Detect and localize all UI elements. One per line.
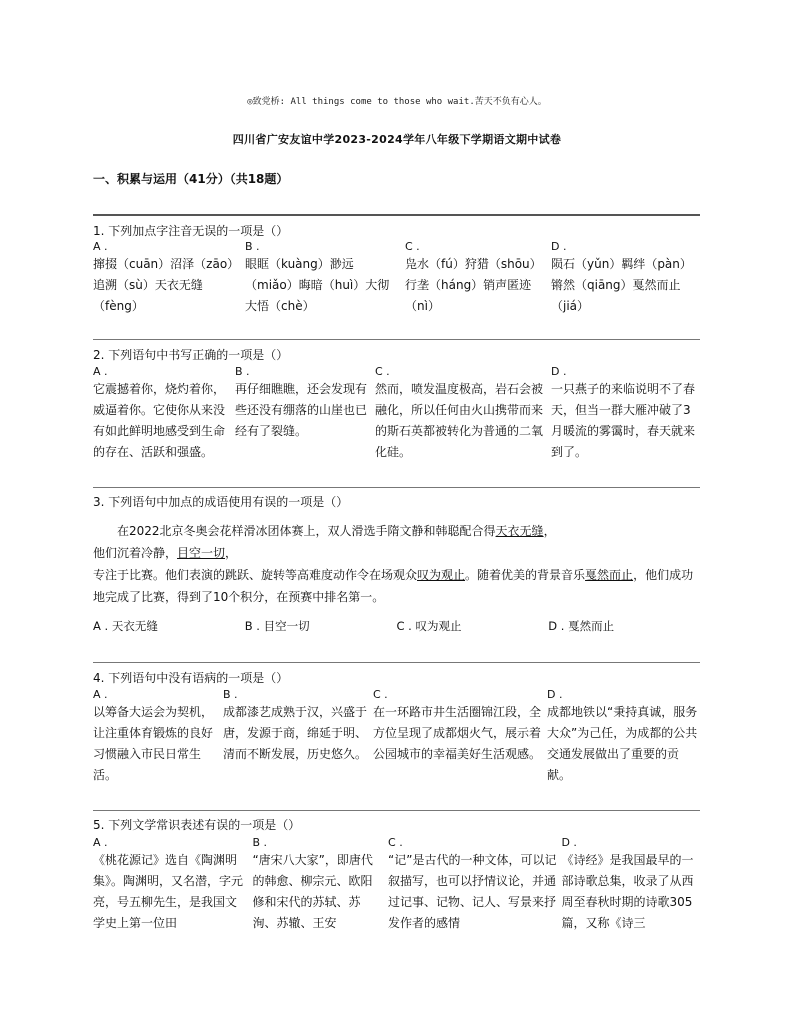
option-text: 撺掇（cuān）沼泽（zāo）追溯（sù）天衣无缝（fèng） bbox=[93, 257, 240, 313]
question-2-options bbox=[93, 365, 703, 463]
passage-text: 在2022北京冬奥会花样滑冰团体赛上，双人滑选手隋文静和韩聪配合得 bbox=[117, 524, 496, 538]
option-letter: A . bbox=[93, 619, 109, 633]
idiom-underlined: 叹为观止 bbox=[417, 568, 466, 582]
divider bbox=[93, 339, 700, 340]
passage-line bbox=[93, 542, 705, 564]
option-letter: C . bbox=[375, 365, 390, 378]
option-text: 然而，喷发温度极高，岩石会被融化，所以任何由火山携带而来的斯石英都被转化为普通的二氧化硅。 bbox=[375, 382, 544, 459]
option-text: 它震撼着你，烧灼着你，威逼着你。它使你从来没有如此鲜明地感受到生命的存在、活跃和强盛。 bbox=[93, 382, 226, 459]
option-a[interactable] bbox=[93, 618, 245, 634]
option-letter: B . bbox=[244, 619, 260, 633]
question-2-stem: 2. 下列语句中书写正确的一项是（） bbox=[93, 348, 289, 362]
option-letter: C . bbox=[405, 240, 420, 253]
option-a[interactable] bbox=[93, 688, 223, 786]
option-letter: C . bbox=[373, 688, 388, 701]
option-text: “唐宋八大家”，即唐代的韩愈、柳宗元、欧阳修和宋代的苏轼、苏洵、苏辙、王安 bbox=[252, 853, 373, 930]
question-3-options bbox=[93, 618, 700, 634]
option-d[interactable] bbox=[547, 688, 703, 786]
option-letter: A . bbox=[93, 240, 108, 253]
passage-text: 专注于比赛。他们表演的跳跃、旋转等高难度动作令在场观众 bbox=[93, 568, 418, 582]
option-text: 在一环路市井生活圈锦江段，全方位呈现了成都烟火气，展示着公园城市的幸福美好生活观感。 bbox=[373, 705, 542, 761]
option-d[interactable] bbox=[561, 836, 703, 932]
option-a[interactable] bbox=[93, 836, 252, 932]
option-text: 叹为观止 bbox=[415, 619, 462, 633]
passage-line bbox=[93, 520, 705, 542]
option-text: 凫水（fú）狩猎（shōu）行垄（háng）销声匿迹（nì） bbox=[405, 257, 542, 313]
divider bbox=[93, 662, 700, 663]
question-5-options bbox=[93, 836, 703, 932]
question-4-stem: 4. 下列语句中没有语病的一项是（） bbox=[93, 671, 289, 685]
option-d[interactable] bbox=[551, 365, 703, 463]
option-text: 再仔细瞧瞧，还会发现有些还没有绷落的山崖也已经有了裂缝。 bbox=[235, 382, 368, 438]
option-b[interactable] bbox=[235, 365, 375, 463]
option-letter: C . bbox=[396, 619, 412, 633]
option-text: “记”是古代的一种文体，可以记叙描写，也可以抒情议论，并通过记事、记物、记人、写景来抒发作者的感情 bbox=[388, 853, 557, 930]
option-letter: D . bbox=[561, 836, 577, 849]
divider bbox=[93, 487, 700, 488]
option-c[interactable] bbox=[405, 240, 551, 317]
option-a[interactable] bbox=[93, 240, 245, 317]
divider bbox=[93, 214, 700, 216]
option-letter: D . bbox=[547, 688, 563, 701]
passage-text: 他们沉着冷静， bbox=[93, 546, 178, 560]
option-text: 陨石（yǔn）羁绊（pàn）锵然（qiāng）戛然而止（jiá） bbox=[551, 257, 692, 313]
option-b[interactable] bbox=[245, 618, 397, 634]
option-text: 天衣无缝 bbox=[111, 619, 158, 633]
option-text: 成都地铁以“秉持真诚，服务大众”为己任，为成都的公共交通发展做出了重要的贡献。 bbox=[547, 705, 698, 782]
idiom-underlined: 天衣无缝 bbox=[495, 524, 544, 538]
passage-line bbox=[93, 564, 705, 608]
question-3-passage bbox=[93, 520, 705, 608]
question-4-options bbox=[93, 688, 703, 786]
option-letter: B . bbox=[252, 836, 268, 849]
option-c[interactable] bbox=[388, 836, 561, 932]
option-text: 眼眶（kuàng）渺远（miǎo）晦暗（huì）大彻大悟（chè） bbox=[245, 257, 390, 313]
passage-text: ， bbox=[543, 524, 556, 538]
option-letter: D . bbox=[548, 619, 565, 633]
question-1-options bbox=[93, 240, 703, 317]
divider bbox=[93, 810, 700, 811]
option-text: 一只燕子的来临说明不了春天，但当一群大雁冲破了3月暖流的雾霭时，春天就来到了。 bbox=[551, 382, 696, 459]
option-letter: C . bbox=[388, 836, 403, 849]
option-b[interactable] bbox=[245, 240, 405, 317]
option-c[interactable] bbox=[397, 618, 549, 634]
section-title: 一、积累与运用（41分）（共18题） bbox=[93, 172, 289, 186]
option-letter: B . bbox=[235, 365, 250, 378]
passage-text: 。随着优美的背景音乐 bbox=[465, 568, 586, 582]
option-text: 《桃花源记》选自《陶渊明集》。陶渊明，又名潜，字元亮，号五柳先生，是我国文学史上第一位田 bbox=[93, 853, 244, 930]
option-c[interactable] bbox=[373, 688, 547, 786]
passage-text: ，他们成功地完成了比赛，得到了10个积分，在预赛中排名第一。 bbox=[93, 568, 694, 604]
question-3-stem: 3. 下列语句中加点的成语使用有误的一项是（） bbox=[93, 495, 349, 509]
option-b[interactable] bbox=[252, 836, 388, 932]
option-text: 成都漆艺成熟于汉，兴盛于唐，发源于商，绵延于明、清而不断发展，历史悠久。 bbox=[223, 705, 368, 761]
option-text: 以筹备大运会为契机，让注重体育锻炼的良好习惯融入市民日常生活。 bbox=[93, 705, 214, 782]
option-text: 《诗经》是我国最早的一部诗歌总集，收录了从西周至春秋时期的诗歌305篇，又称《诗三 bbox=[561, 853, 694, 930]
option-text: 戛然而止 bbox=[568, 619, 615, 633]
passage-text: ， bbox=[225, 546, 238, 560]
option-text: 目空一切 bbox=[263, 619, 310, 633]
idiom-underlined: 目空一切 bbox=[177, 546, 226, 560]
option-letter: B . bbox=[223, 688, 238, 701]
idiom-underlined: 戛然而止 bbox=[585, 568, 634, 582]
option-d[interactable] bbox=[548, 618, 700, 634]
question-1-stem: 1. 下列加点字注音无误的一项是（） bbox=[93, 224, 289, 238]
option-letter: A . bbox=[93, 836, 108, 849]
option-c[interactable] bbox=[375, 365, 551, 463]
option-d[interactable] bbox=[551, 240, 701, 317]
question-5-stem: 5. 下列文学常识表述有误的一项是（） bbox=[93, 818, 301, 832]
option-letter: D . bbox=[551, 240, 567, 253]
option-letter: D . bbox=[551, 365, 567, 378]
option-a[interactable] bbox=[93, 365, 235, 463]
option-letter: A . bbox=[93, 365, 108, 378]
motto: ◎致党桥: All things come to those who wait.苦天不负有心人。 bbox=[247, 97, 547, 107]
option-letter: B . bbox=[245, 240, 260, 253]
page-title: 四川省广安友谊中学2023-2024学年八年级下学期语文期中试卷 bbox=[232, 133, 562, 146]
option-b[interactable] bbox=[223, 688, 373, 786]
option-letter: A . bbox=[93, 688, 108, 701]
